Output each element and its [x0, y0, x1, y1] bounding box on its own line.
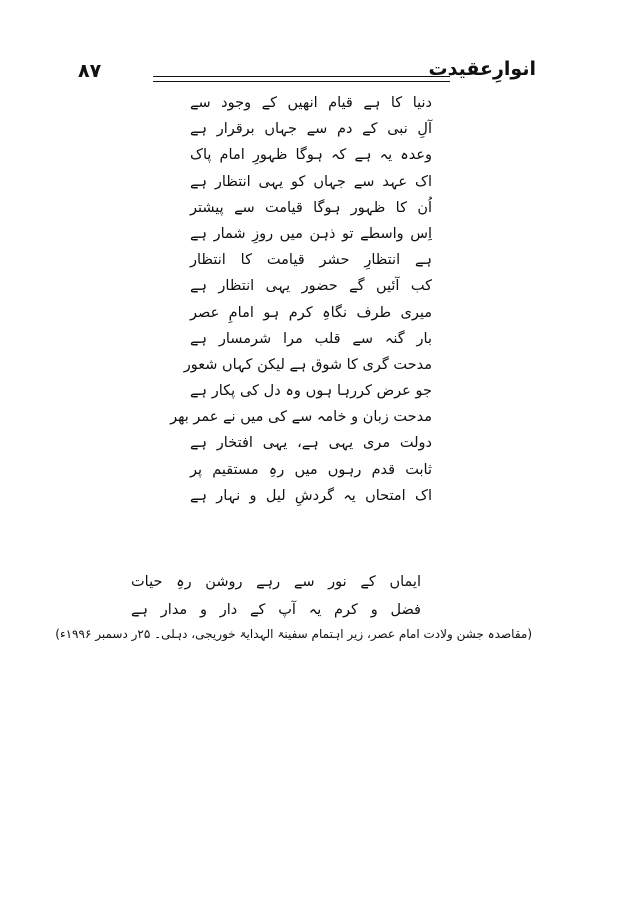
verse-line: دنیا کا ہے قیام انھیں کے وجود سے — [190, 95, 432, 111]
verse-line: دولت مری یہی ہے، یہی افتخار ہے — [190, 435, 432, 452]
verse-line: مدحت زبان و خامہ سے کی میں نے عمر بھر — [170, 409, 432, 426]
page-number: ۸۷ — [78, 60, 102, 82]
verse-line: آلِ نبی کے دم سے جہاں برقرار ہے — [190, 121, 432, 138]
verse-line: وعدہ یہ ہے کہ ہوگا ظہورِ امام پاک — [190, 147, 432, 164]
verse-line: جو عرض کررہا ہوں وہ دل کی پکار ہے — [190, 383, 432, 400]
verse-line: اِس واسطے تو ذہن میں روزِ شمار ہے — [190, 225, 432, 242]
header-rule-bottom — [153, 81, 450, 82]
running-header-title: انوارِعقیدت — [428, 58, 536, 80]
verse-line: ثابت قدم رہوں میں رہِ مستقیم پر — [190, 461, 432, 478]
verse-line: مدحت گری کا شوق ہے لیکن کہاں شعور — [183, 356, 432, 373]
verse-line: بار گنہ سے قلب مرا شرمسار ہے — [190, 330, 432, 347]
verse-line: اک عہد سے جہاں کو یہی انتظار ہے — [190, 173, 432, 190]
coda-line: فضل و کرم یہ آپ کے دار و مدار ہے — [131, 602, 421, 618]
verse-line: اُن کا ظہور ہوگا قیامت سے پیشتر — [190, 199, 432, 216]
poem-body — [170, 90, 432, 509]
coda-line: ایماں کے نور سے رہے روشن رہِ حیات — [131, 574, 421, 590]
poem-coda — [131, 568, 421, 624]
footnote-source: (مقاصدہ جشن ولادت امام عصر، زیر اہتمام سفینۃ الہدایۃ خوریجی، دہلی۔ ۲۵ر دسمبر ۱۹۹۶ء) — [55, 627, 532, 641]
verse-line: اک امتحاں یہ گردشِ لیل و نہار ہے — [190, 487, 432, 504]
verse-line: ہے انتظارِ حشر قیامت کا انتظار — [190, 252, 432, 269]
verse-line: میری طرف نگاہِ کرم ہو امامِ عصر — [190, 304, 432, 321]
verse-line: کب آئیں گے حضور یہی انتظار ہے — [190, 278, 432, 295]
header-rule-top — [153, 76, 450, 77]
